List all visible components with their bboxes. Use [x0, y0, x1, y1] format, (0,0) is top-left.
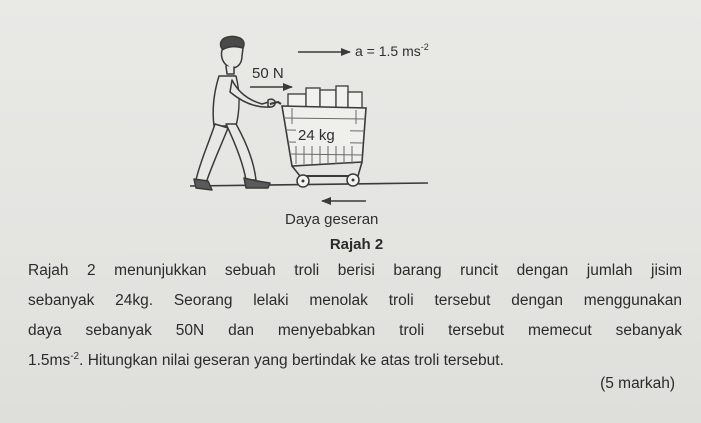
question-line-1: Rajah 2 menunjukkan sebuah troli berisi barang runcit dengan jumlah jisim — [28, 262, 682, 279]
marks-label: (5 markah) — [600, 375, 675, 392]
question-line-4-rest: . Hitungkan nilai geseran yang bertindak ke atas troli tersebut. — [79, 352, 504, 369]
question-line-4 — [28, 346, 682, 376]
trolley — [270, 86, 366, 187]
acceleration-exponent: -2 — [70, 350, 80, 362]
acceleration-label: a = 1.5 $ms^{-2}$ — [355, 42, 429, 59]
question-line-3: daya sebanyak 50N dan menyebabkan troli tersebut memecut sebanyak — [28, 322, 682, 339]
acceleration-value: 1.5ms — [28, 352, 71, 369]
figure-caption: Rajah 2 — [329, 236, 384, 253]
man-figure — [194, 36, 275, 190]
question-text — [28, 256, 682, 376]
friction-label: Daya geseran — [285, 211, 379, 228]
groceries — [288, 86, 362, 108]
force-label: 50 N — [252, 65, 284, 82]
mass-label: 24 kg — [298, 127, 335, 144]
question-line-2: sebanyak 24kg. Seorang lelaki menolak troli tersebut dengan menggunakan — [28, 292, 682, 309]
